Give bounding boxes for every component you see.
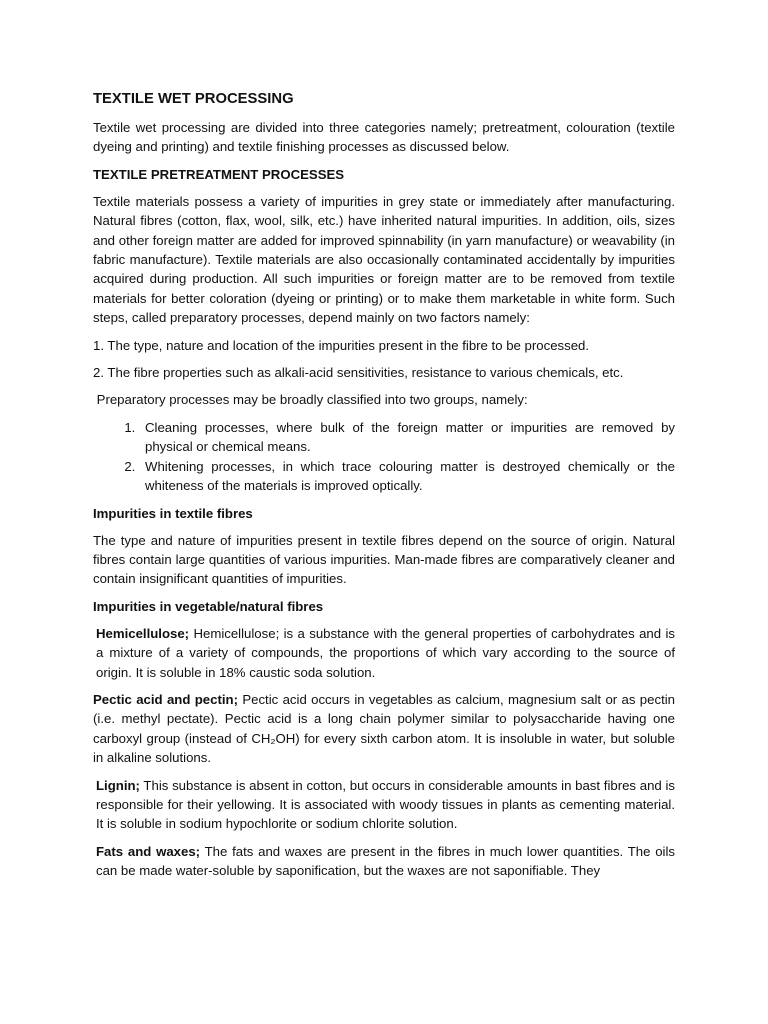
document-title: TEXTILE WET PROCESSING: [93, 91, 294, 107]
groups-intro: Preparatory processes may be broadly classified into two groups, namely:: [93, 392, 528, 408]
groups-list: [93, 418, 675, 496]
impurities-paragraph: The type and nature of impurities present in textile fibres depend on the source of origin. Natural fibres contain large quantities of various impurities. Man-made fibres are comparatively cleaner and contain insignificant quantities of impurities.: [93, 532, 675, 587]
pectin-term: Pectic acid and pectin;: [93, 691, 238, 707]
lignin-paragraph: [93, 776, 675, 834]
hemicellulose-term: Hemicellulose;: [96, 625, 190, 641]
list-item: 1. Cleaning processes, where bulk of the foreign matter or impurities are removed by physical or chemical means.: [139, 418, 675, 457]
pectin-paragraph: [93, 690, 675, 768]
fats-waxes-paragraph: [93, 842, 675, 881]
list-item: 2. Whitening processes, in which trace colouring matter is destroyed chemically or the whiteness of the materials is improved optically.: [139, 457, 675, 496]
vegetable-heading: Impurities in vegetable/natural fibres: [93, 598, 324, 614]
fats-waxes-term: Fats and waxes;: [96, 843, 201, 859]
pretreatment-heading: TEXTILE PRETREATMENT PROCESSES: [93, 166, 345, 182]
lignin-term: Lignin;: [96, 777, 140, 793]
hemicellulose-paragraph: [93, 624, 675, 682]
intro-paragraph: Textile wet processing are divided into three categories namely; pretreatment, colouration (textile dyeing and printing) and textile finishing processes as discussed below.: [93, 120, 675, 155]
factor-one: 1. The type, nature and location of the impurities present in the fibre to be processed.: [93, 337, 590, 353]
lignin-text: This substance is absent in cotton, but occurs in considerable amounts in bast fibres and is responsible for their yellowing. It is associated with woody tissues in plants as cementing material. It is soluble in sodium hypochlorite or sodium chlorite solution.: [96, 777, 675, 832]
pretreatment-paragraph: Textile materials possess a variety of impurities in grey state or immediately after manufacturing. Natural fibres (cotton, flax, wool, silk, etc.) have inherited natural impurities. In addition, oils, sizes and other foreign matter are added for improved spinnability (in yarn manufacture) or weavability (in fabric manufacture). Textile materials are also occasionally contaminated accidentally by impurities acquired during production. All such impurities or foreign matter are to be removed from textile materials for better coloration (dyeing or printing) or to make them marketable in white form. Such steps, called preparatory processes, depend mainly on two factors namely:: [93, 193, 675, 326]
hemicellulose-text: Hemicellulose; is a substance with the general properties of carbohydrates and is a mixture of a variety of compounds, the proportions of which vary according to the source of origin. It is soluble in 18% caustic soda solution.: [96, 625, 675, 680]
fats-waxes-text: The fats and waxes are present in the fibres in much lower quantities. The oils can be made water-soluble by saponification, but the waxes are not saponifiable. They: [96, 843, 676, 879]
pectin-text: Pectic acid occurs in vegetables as calcium, magnesium salt or as pectin (i.e. methyl pectate). Pectic acid is a long chain polymer similar to polysaccharide having one carboxyl group (instead of CH₂OH) for every sixth carbon atom. It is insoluble in water, but soluble in alkaline solutions.: [93, 691, 675, 766]
impurities-heading: Impurities in textile fibres: [93, 505, 253, 521]
factor-two: 2. The fibre properties such as alkali-acid sensitivities, resistance to various chemicals, etc.: [93, 365, 624, 381]
